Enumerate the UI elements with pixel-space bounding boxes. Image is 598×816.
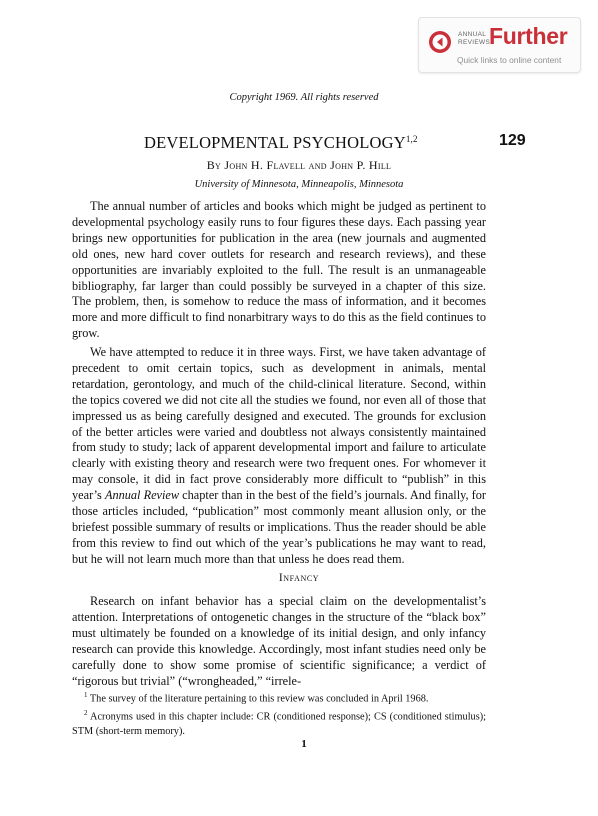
further-banner[interactable] [418, 17, 581, 73]
footnote: $^1$ The survey of the literature pertaining to this review was concluded in April 1968. [84, 691, 429, 705]
publisher-name: ANNUAL REVIEWS [458, 31, 491, 46]
body-paragraph: The annual number of articles and books which might be judged as pertinent to developmental psychology easily runs to four figures these days. Each passing year brings new opportunities for publication in the area (new journals and augmented old ones, new hard cover outlets for research and research reviews), and these opportunities are invariably exploited to the full. The result is an unmanageable bibliography, far larger than could possibly be surveyed in a chapter of this size. The problem, then, is somehow to reduce the mass of information, and it becomes more and more difficult to find nonarbitrary ways to do this as the field continues to grow. [72, 199, 486, 341]
folio-number: 1 [301, 738, 307, 750]
footnote: $^2$ Acronyms used in this chapter include: CR (conditioned response); CS (conditioned stimulus); STM (short-term memory). [72, 709, 486, 737]
annual-reviews-logo-icon [428, 30, 452, 54]
copyright-notice: Copyright 1969. All rights reserved [229, 92, 379, 103]
author-byline: By John H. Flavell and John P. Hill [206, 158, 392, 172]
further-label[interactable]: Further [489, 23, 568, 49]
article-title: DEVELOPMENTAL PSYCHOLOGY$^{1,2}$ [144, 133, 418, 152]
journal-title-italic: Annual Review [104, 488, 180, 503]
author-affiliation: University of Minnesota, Minneapolis, Minnesota [194, 179, 404, 190]
footnotes [72, 688, 486, 739]
title-footnote-marks: 1,2 [405, 134, 418, 144]
section-heading: Infancy [278, 572, 320, 584]
quick-links-text[interactable]: Quick links to online content [457, 55, 562, 65]
page-number: 129 [499, 132, 526, 149]
body-paragraph: We have attempted to reduce it in three ways. First, we have taken advantage of precedent to omit certain topics, such as development in animals, mental retardation, gerontology, and much of the child-clinical literature. Second, within the topics covered we did not cite all the studies we found, nor even all of those that impressed us as being carefully designed and executed. The grounds for exclusion of the better articles were varied and doubtless not always consistently maintained from study to study; lack of apparent developmental import and failure to articulate clearly with existing theory and research were two frequent ones. For whomever it may console, it did in fact prove considerably more difficult to “publish” in this year’s Annual Review chapter than in the best of the field’s journals. And finally, for those articles included, “publication” most commonly meant allusion only, or the briefest possible summary of results or implications. Thus the reader should be able from this review to find out which of the year’s publications he may want to read, but he will not learn much more than that unless he does read them. [72, 345, 486, 566]
body-paragraph: Research on infant behavior has a special claim on the developmentalist’s attention. Interpretations of ontogenetic changes in the structure of the “black box” must ultimately be founded on a knowledge of its initial design, and only infancy research can provide this knowledge. Accordingly, most infant studies need only be carefully done to show some promise of scientific significance; a verdict of “rigorous but trivial” (“wrongheaded,” “irrele- [72, 594, 486, 688]
